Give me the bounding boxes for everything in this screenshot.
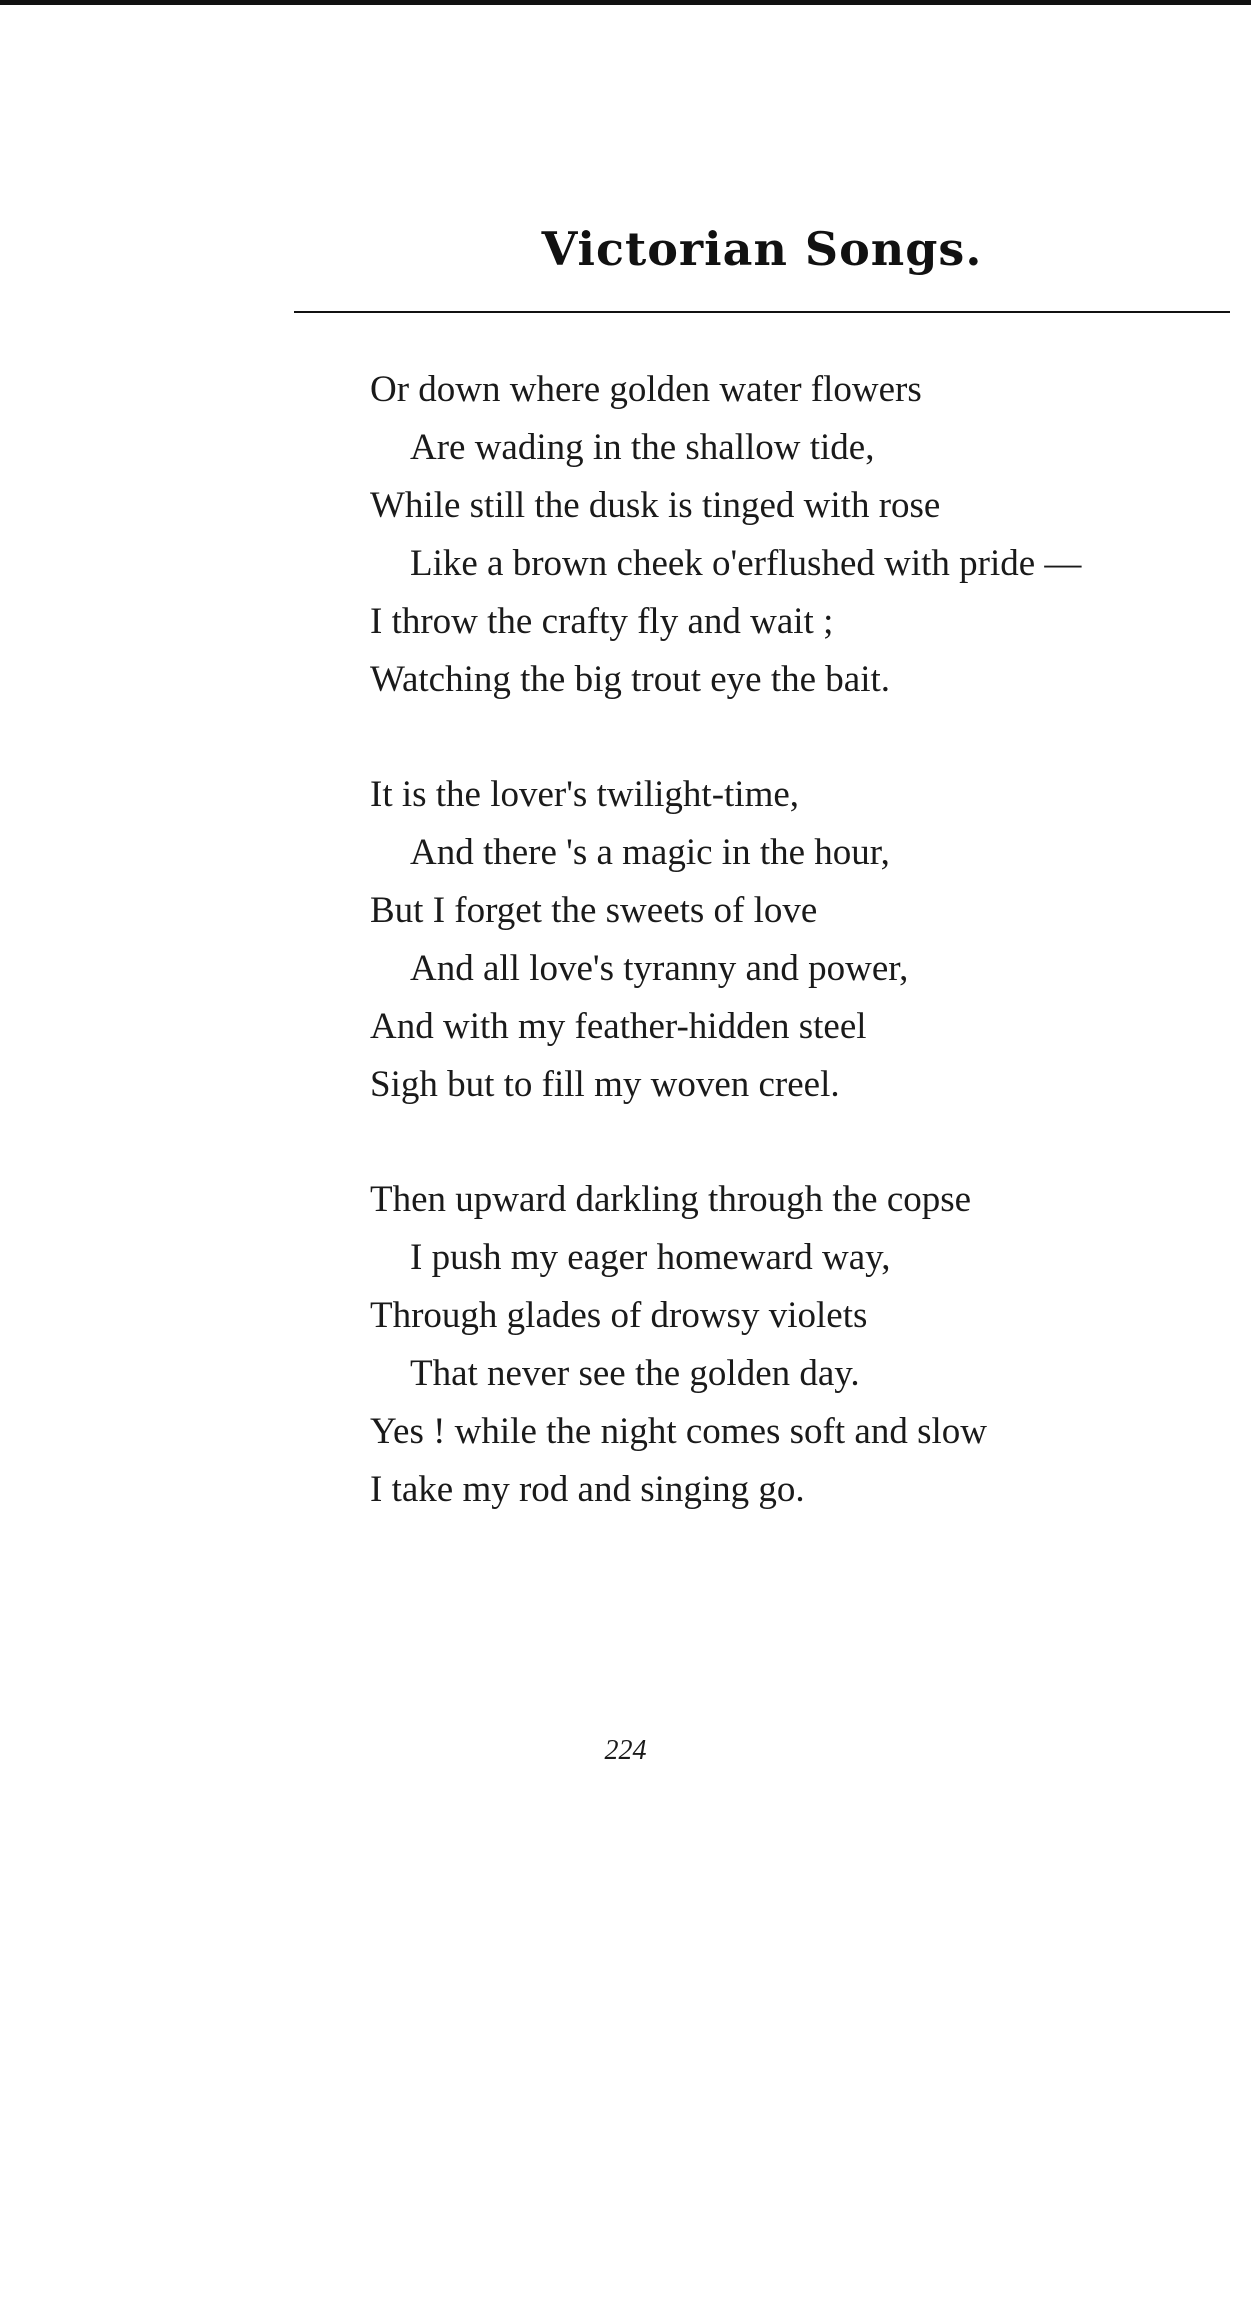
poem-line: And all love's tyranny and power,	[410, 948, 909, 989]
poem-line: While still the dusk is tinged with rose	[370, 485, 941, 526]
poem-line: Through glades of drowsy violets	[370, 1295, 868, 1336]
poem-line: Yes ! while the night comes soft and slow	[370, 1411, 987, 1452]
poem-line: I throw the crafty fly and wait ;	[370, 601, 834, 642]
poem-line: And there 's a magic in the hour,	[410, 832, 890, 873]
poem-line: I take my rod and singing go.	[370, 1469, 805, 1510]
poem-line: Watching the big trout eye the bait.	[370, 659, 891, 700]
poem-line: I push my eager homeward way,	[410, 1237, 891, 1278]
running-head-title: Victorian Songs.	[541, 222, 983, 276]
stanza-2	[370, 766, 1230, 1114]
stanza-3	[370, 1171, 1230, 1519]
poem-line: Are wading in the shallow tide,	[410, 427, 875, 468]
poem-line: That never see the golden day.	[410, 1353, 860, 1394]
poem-line: It is the lover's twilight-time,	[370, 774, 800, 815]
poem-line: Or down where golden water flowers	[370, 369, 922, 410]
poem-line: Like a brown cheek o'erflushed with pride —	[410, 543, 1082, 584]
page-number: 224	[604, 1735, 647, 1766]
header-divider	[294, 311, 1230, 313]
poem-line: Then upward darkling through the copse	[370, 1179, 972, 1220]
poem-line: And with my feather-hidden steel	[370, 1006, 867, 1047]
poem-line: But I forget the sweets of love	[370, 890, 818, 931]
poem-body	[370, 361, 1230, 1576]
poem-line: Sigh but to fill my woven creel.	[370, 1064, 840, 1105]
top-border-rule	[0, 0, 1251, 5]
stanza-1	[370, 361, 1230, 709]
